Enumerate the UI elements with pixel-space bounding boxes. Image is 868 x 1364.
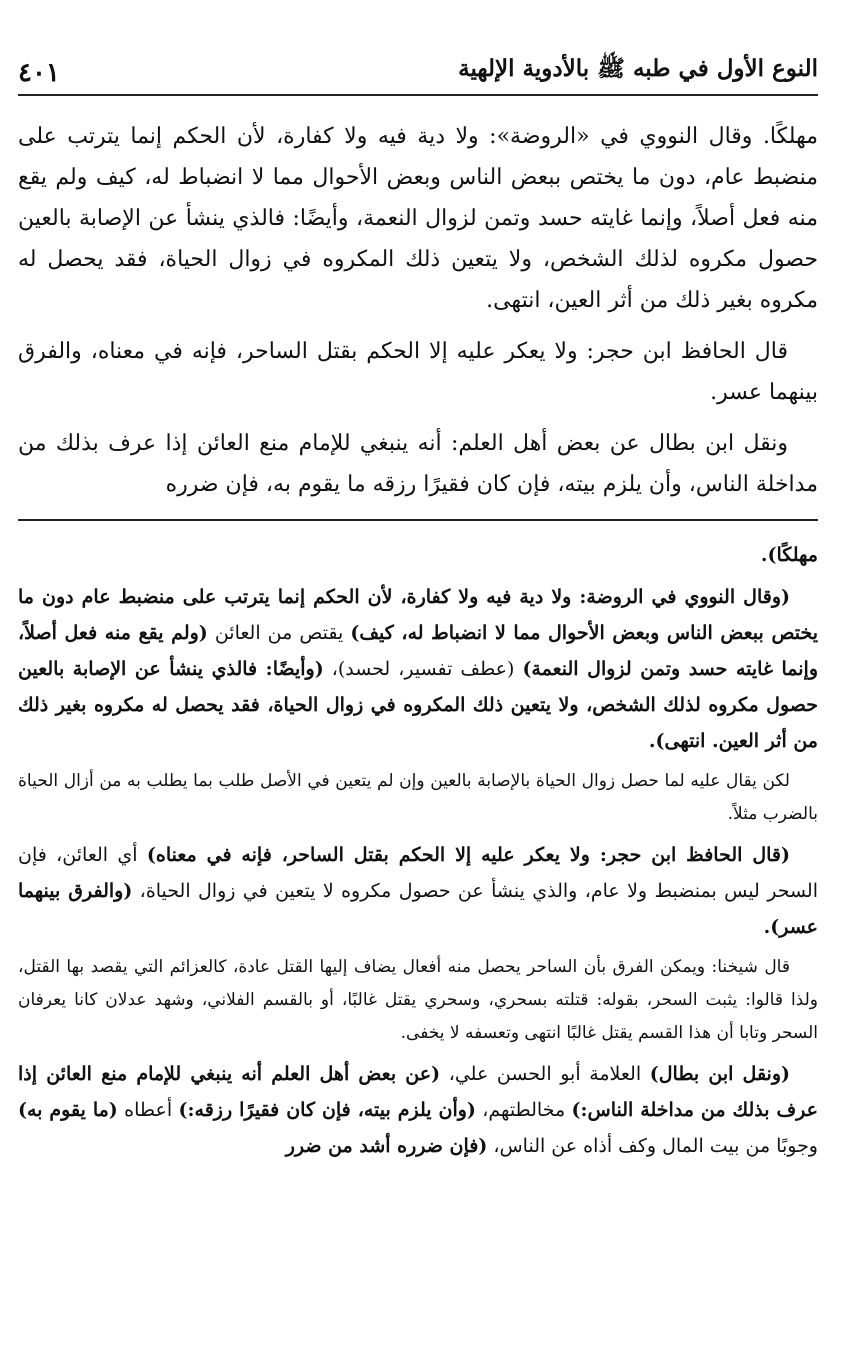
comment-text: (عطف تفسير، لحسد)، — [323, 658, 523, 680]
main-paragraph: مهلكًا. وقال النووي في «الروضة»: ولا دية فيه ولا كفارة، لأن الحكم إنما يترتب على منضبط عام، دون ما يختص ببعض الناس وبعض الأحوال مما لا انضباط له، كيف ولم يقع منه فعل أصلاً، وإنما غايته حسد وتمن لزوال النعمة، وأيضًا: فالذي ينشأ عن الإصابة بالعين حصول مكروه لذلك الشخص، ولا يتعين ذلك المكروه في زوال الحياة، فقد يحصل له مكروه بغير ذلك من أثر العين، انتهى. — [18, 124, 818, 313]
main-paragraph: ونقل ابن بطال عن بعض أهل العلم: أنه ينبغي للإمام منع العائن إذا عرف بذلك من مداخلة الناس، وأن يلزم بيته، فإن كان فقيرًا رزقه ما يقوم به، فإن ضرره — [18, 431, 818, 497]
quoted-text: (قال الحافظ ابن حجر: ولا يعكر عليه إلا الحكم بقتل الساحر، فإنه في معناه) — [146, 844, 790, 866]
comment-text: مخالطتهم، — [475, 1099, 572, 1121]
quoted-text: (فإن ضرره أشد من ضرر — [285, 1135, 488, 1157]
main-paragraph: قال الحافظ ابن حجر: ولا يعكر عليه إلا الحكم بقتل الساحر، فإنه في معناه، والفرق بينهما عسر. — [18, 339, 818, 405]
commentary-paragraph — [18, 579, 818, 759]
comment-text: يقتص من العائن — [207, 622, 351, 644]
section-divider — [18, 519, 818, 521]
quoted-text: (ونقل ابن بطال) — [649, 1063, 791, 1085]
quoted-text: (عن بعض أهل العلم أنه ينبغي للإمام منع العائن إذا عرف بذلك من مداخلة الناس:) — [18, 1063, 818, 1121]
quoted-text: (ولم يقع منه فعل أصلاً، وإنما غايته حسد وتمن لزوال النعمة) — [18, 622, 818, 680]
running-title: النوع الأول في طبه ﷺ بالأدوية الإلهية — [458, 55, 818, 82]
page-number: ٤٠١ — [18, 58, 60, 88]
commentary-paragraph — [18, 837, 818, 945]
quoted-text: (وقال النووي في الروضة: ولا دية فيه ولا كفارة، لأن الحكم إنما يترتب على منضبط عام دون ما يختص ببعض الناس وبعض الأحوال مما لا انضباط له، كيف) — [18, 586, 819, 644]
comment-text: أي العائن، فإن السحر ليس بمنضبط ولا عام، والذي ينشأ عن حصول مكروه لا يتعين في زوال الحياة، — [18, 844, 818, 902]
commentary-paragraph — [18, 1056, 818, 1164]
quoted-text: (وأن يلزم بيته، فإن كان فقيرًا رزقه:) — [178, 1099, 476, 1121]
quoted-text: (والفرق بينهما عسر). — [18, 880, 818, 938]
commentary-paragraph: قال شيخنا: ويمكن الفرق بأن الساحر يحصل منه أفعال يضاف إليها القتل عادة، كالعزائم التي يقصد بها القتل، ولذا قالوا: يثبت السحر، بقوله: قتلته بسحري، وسحري يقتل غالبًا، أو بالقسم الفلاني، وشهد عدلان كانا يعرفان السحر وتابا أن هذا القسم يقتل غالبًا انتهى وتعسفه لا يخفى. — [18, 957, 818, 1043]
commentary-paragraph: لكن يقال عليه لما حصل زوال الحياة بالإصابة بالعين وإن لم يتعين في الأصل طلب بما يطلب به من أزال الحياة بالضرب مثلاً. — [18, 771, 818, 824]
quoted-text: (وأيضًا: فالذي ينشأ عن الإصابة بالعين حصول مكروه لذلك الشخص، ولا يتعين ذلك المكروه في زوال الحياة، فقد يحصل له مكروه بغير ذلك من أثر العين. انتهى). — [18, 658, 818, 752]
document-page — [18, 38, 818, 1170]
page-header — [18, 38, 818, 96]
comment-text: العلامة أبو الحسن علي، — [440, 1063, 650, 1085]
commentary-text — [18, 537, 818, 1164]
commentary-paragraph: مهلكًا). — [760, 544, 818, 566]
comment-text: أعطاه — [117, 1099, 179, 1121]
comment-text: وجوبًا من بيت المال وكف أذاه عن الناس، — [487, 1135, 818, 1157]
quoted-text: (ما يقوم به) — [18, 1099, 118, 1121]
main-text — [18, 116, 818, 505]
